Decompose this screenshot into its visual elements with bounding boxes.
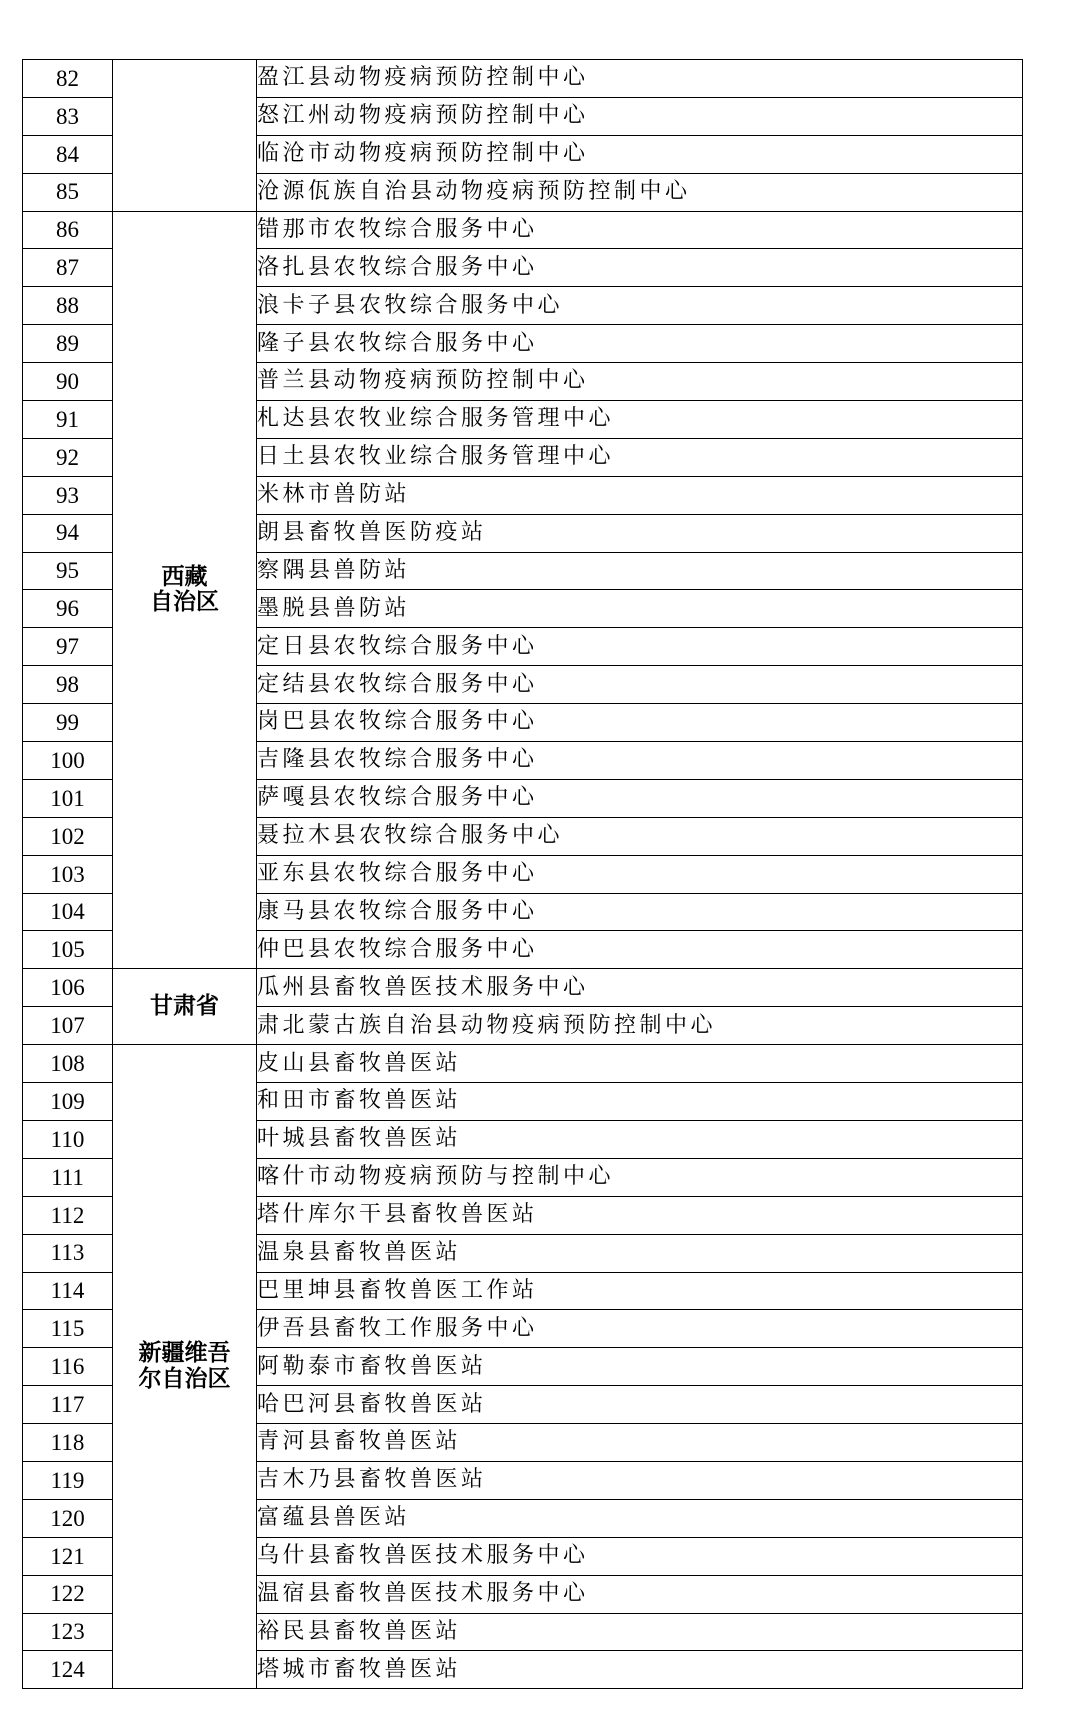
institution-name: 裕民县畜牧兽医站 bbox=[257, 1613, 1023, 1651]
institution-name: 哈巴河县畜牧兽医站 bbox=[257, 1386, 1023, 1424]
row-number: 99 bbox=[23, 704, 113, 742]
row-number: 108 bbox=[23, 1045, 113, 1083]
row-number: 120 bbox=[23, 1499, 113, 1537]
institution-name: 岗巴县农牧综合服务中心 bbox=[257, 704, 1023, 742]
region-cell bbox=[113, 969, 257, 1045]
institution-name: 定日县农牧综合服务中心 bbox=[257, 628, 1023, 666]
institution-name: 札达县农牧业综合服务管理中心 bbox=[257, 401, 1023, 439]
row-number: 103 bbox=[23, 855, 113, 893]
row-number: 93 bbox=[23, 476, 113, 514]
row-number: 121 bbox=[23, 1537, 113, 1575]
row-number: 123 bbox=[23, 1613, 113, 1651]
institution-name: 乌什县畜牧兽医技术服务中心 bbox=[257, 1537, 1023, 1575]
institution-name: 吉木乃县畜牧兽医站 bbox=[257, 1461, 1023, 1499]
row-number: 92 bbox=[23, 438, 113, 476]
row-number: 86 bbox=[23, 211, 113, 249]
institution-name: 亚东县农牧综合服务中心 bbox=[257, 855, 1023, 893]
institution-name: 错那市农牧综合服务中心 bbox=[257, 211, 1023, 249]
region-label: 西藏 自治区 bbox=[150, 563, 219, 615]
row-number: 119 bbox=[23, 1461, 113, 1499]
row-number: 109 bbox=[23, 1083, 113, 1121]
institution-name: 盈江县动物疫病预防控制中心 bbox=[257, 60, 1023, 98]
row-number: 82 bbox=[23, 60, 113, 98]
table-row bbox=[23, 1045, 1023, 1083]
row-number: 87 bbox=[23, 249, 113, 287]
institution-name: 墨脱县兽防站 bbox=[257, 590, 1023, 628]
institution-name: 塔城市畜牧兽医站 bbox=[257, 1651, 1023, 1689]
row-number: 105 bbox=[23, 931, 113, 969]
institution-name: 康马县农牧综合服务中心 bbox=[257, 893, 1023, 931]
institution-name: 米林市兽防站 bbox=[257, 476, 1023, 514]
row-number: 112 bbox=[23, 1196, 113, 1234]
institution-name: 青河县畜牧兽医站 bbox=[257, 1424, 1023, 1462]
institution-name: 萨嘎县农牧综合服务中心 bbox=[257, 779, 1023, 817]
institution-name: 普兰县动物疫病预防控制中心 bbox=[257, 363, 1023, 401]
institution-name: 富蕴县兽医站 bbox=[257, 1499, 1023, 1537]
row-number: 95 bbox=[23, 552, 113, 590]
row-number: 115 bbox=[23, 1310, 113, 1348]
row-number: 116 bbox=[23, 1348, 113, 1386]
row-number: 91 bbox=[23, 401, 113, 439]
row-number: 101 bbox=[23, 779, 113, 817]
region-label: 甘肃省 bbox=[150, 993, 219, 1020]
row-number: 97 bbox=[23, 628, 113, 666]
region-cell bbox=[113, 1045, 257, 1689]
institution-name: 阿勒泰市畜牧兽医站 bbox=[257, 1348, 1023, 1386]
row-number: 118 bbox=[23, 1424, 113, 1462]
institution-name: 仲巴县农牧综合服务中心 bbox=[257, 931, 1023, 969]
table-body bbox=[23, 60, 1023, 1689]
row-number: 114 bbox=[23, 1272, 113, 1310]
institution-name: 临沧市动物疫病预防控制中心 bbox=[257, 135, 1023, 173]
institution-name: 朗县畜牧兽医防疫站 bbox=[257, 514, 1023, 552]
row-number: 124 bbox=[23, 1651, 113, 1689]
institution-name: 隆子县农牧综合服务中心 bbox=[257, 325, 1023, 363]
row-number: 110 bbox=[23, 1120, 113, 1158]
institution-name: 伊吾县畜牧工作服务中心 bbox=[257, 1310, 1023, 1348]
institution-name: 巴里坤县畜牧兽医工作站 bbox=[257, 1272, 1023, 1310]
institution-name: 喀什市动物疫病预防与控制中心 bbox=[257, 1158, 1023, 1196]
row-number: 85 bbox=[23, 173, 113, 211]
institution-name: 叶城县畜牧兽医站 bbox=[257, 1120, 1023, 1158]
row-number: 90 bbox=[23, 363, 113, 401]
row-number: 89 bbox=[23, 325, 113, 363]
institution-name: 和田市畜牧兽医站 bbox=[257, 1083, 1023, 1121]
institution-name: 察隅县兽防站 bbox=[257, 552, 1023, 590]
table-row bbox=[23, 969, 1023, 1007]
table-row bbox=[23, 60, 1023, 98]
row-number: 94 bbox=[23, 514, 113, 552]
institution-name: 塔什库尔干县畜牧兽医站 bbox=[257, 1196, 1023, 1234]
institution-name: 怒江州动物疫病预防控制中心 bbox=[257, 97, 1023, 135]
institution-name: 沧源佤族自治县动物疫病预防控制中心 bbox=[257, 173, 1023, 211]
row-number: 88 bbox=[23, 287, 113, 325]
institution-name: 瓜州县畜牧兽医技术服务中心 bbox=[257, 969, 1023, 1007]
row-number: 113 bbox=[23, 1234, 113, 1272]
row-number: 100 bbox=[23, 742, 113, 780]
row-number: 102 bbox=[23, 817, 113, 855]
row-number: 106 bbox=[23, 969, 113, 1007]
row-number: 96 bbox=[23, 590, 113, 628]
row-number: 122 bbox=[23, 1575, 113, 1613]
institution-name: 洛扎县农牧综合服务中心 bbox=[257, 249, 1023, 287]
row-number: 104 bbox=[23, 893, 113, 931]
institution-name: 温宿县畜牧兽医技术服务中心 bbox=[257, 1575, 1023, 1613]
institution-name: 日土县农牧业综合服务管理中心 bbox=[257, 438, 1023, 476]
institution-name: 温泉县畜牧兽医站 bbox=[257, 1234, 1023, 1272]
region-label: 新疆维吾 尔自治区 bbox=[138, 1340, 231, 1392]
institution-name: 定结县农牧综合服务中心 bbox=[257, 666, 1023, 704]
row-number: 84 bbox=[23, 135, 113, 173]
institution-table bbox=[22, 59, 1023, 1689]
institution-name: 肃北蒙古族自治县动物疫病预防控制中心 bbox=[257, 1007, 1023, 1045]
row-number: 98 bbox=[23, 666, 113, 704]
row-number: 111 bbox=[23, 1158, 113, 1196]
row-number: 107 bbox=[23, 1007, 113, 1045]
institution-name: 皮山县畜牧兽医站 bbox=[257, 1045, 1023, 1083]
table-row bbox=[23, 211, 1023, 249]
region-cell bbox=[113, 211, 257, 969]
region-cell bbox=[113, 60, 257, 212]
institution-name: 浪卡子县农牧综合服务中心 bbox=[257, 287, 1023, 325]
institution-name: 聂拉木县农牧综合服务中心 bbox=[257, 817, 1023, 855]
row-number: 83 bbox=[23, 97, 113, 135]
row-number: 117 bbox=[23, 1386, 113, 1424]
institution-name: 吉隆县农牧综合服务中心 bbox=[257, 742, 1023, 780]
